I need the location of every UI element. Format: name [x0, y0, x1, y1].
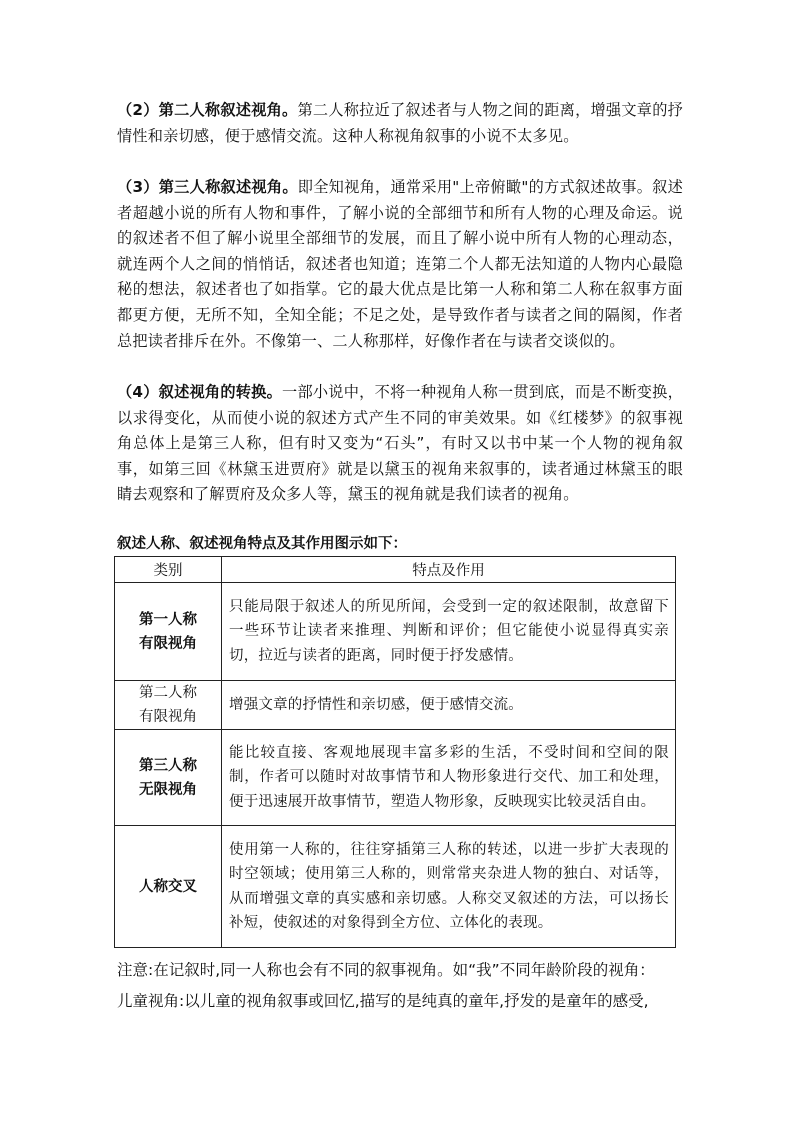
table-caption: 叙述人称、叙述视角特点及其作用图示如下：	[117, 536, 407, 552]
paragraph-heading: （2）第二人称叙述视角。	[117, 101, 298, 119]
row-features: 使用第一人称的，往往穿插第三人称的转述，以进一步扩大表现的时空领域；使用第三人称的，则常常夹杂进人物的独白、对话等，从而增强文章的真实感和亲切感。人称交叉叙述的方法，可以扬长补短，使叙述的对象得到全方位、立体化的表现。	[222, 826, 676, 948]
perspective-table	[114, 556, 676, 948]
category-line: 人称交叉	[139, 878, 197, 895]
table-row	[115, 826, 676, 948]
note-line: 注意:在记叙时,同一人称也会有不同的叙事视角。如“我”不同年龄阶段的视角：	[117, 961, 655, 979]
category-line: 无限视角	[139, 781, 197, 798]
row-features: 增强文章的抒情性和亲切感，便于感情交流。	[222, 681, 676, 730]
table-row	[115, 730, 676, 826]
row-features: 能比较直接、客观地展现丰富多彩的生活，不受时间和空间的限制，作者可以随时对故事情节和人物形象进行交代、加工和处理，便于迅速展开故事情节，塑造人物形象，反映现实比较灵活自由。	[222, 730, 676, 826]
paragraph-body: 一部小说中，不将一种视角人称一贯到底，而是不断变换，以求得变化，从而使小说的叙述方式产生不同的审美效果。如《红楼梦》的叙事视角总体上是第三人称，但有时又变为“石头”，有时又以书中某一个人物的视角叙事，如第三回《林黛玉进贾府》就是以黛玉的视角来叙事的，读者通过林黛玉的眼睛去观察和了解贾府及众多人等，黛玉的视角就是我们读者的视角。	[117, 383, 683, 504]
row-category	[115, 730, 222, 826]
category-line: 第一人称	[139, 611, 197, 628]
category-line: 有限视角	[139, 635, 197, 652]
category-line: 有限视角	[139, 709, 197, 725]
paragraph-body: 即全知视角，通常采用"上帝俯瞰"的方式叙述故事。叙述者超越小说的所有人物和事件，了解小说的全部细节和所有人物的心理及命运。说的叙述者不但了解小说里全部细节的发展，而且了解小说中所有人物的心理动态，就连两个人之间的悄悄话，叙述者也知道；连第二个人都无法知道的人物内心最隐秘的想法，叙述者也了如指掌。它的最大优点是比第一人称和第二人称在叙事方面都更方便，无所不知，全知全能；不足之处，是导致作者与读者之间的隔阂，作者总把读者排斥在外。不像第一、二人称那样，好像作者在与读者交谈似的。	[117, 178, 684, 350]
table-header-row	[115, 557, 676, 583]
paragraph-second-person	[117, 98, 683, 149]
paragraph-heading: （3）第三人称叙述视角。	[117, 178, 298, 196]
row-category	[115, 826, 222, 948]
table-row	[115, 681, 676, 730]
table-row	[115, 583, 676, 681]
category-line: 第三人称	[139, 757, 197, 774]
header-category: 类别	[115, 557, 222, 583]
row-category	[115, 583, 222, 681]
header-features: 特点及作用	[222, 557, 676, 583]
row-category	[115, 681, 222, 730]
paragraph-heading: （4）叙述视角的转换。	[117, 383, 283, 401]
paragraph-body: 第二人称拉近了叙述者与人物之间的距离，增强文章的抒情性和亲切感，便于感情交流。这种人称视角叙事的小说不太多见。	[117, 101, 684, 145]
note-line: 儿童视角:以儿童的视角叙事或回忆,描写的是纯真的童年,抒发的是童年的感受,	[117, 992, 649, 1010]
category-line: 第二人称	[139, 685, 197, 701]
paragraph-perspective-shift	[117, 380, 683, 508]
row-features: 只能局限于叙述人的所见所闻，会受到一定的叙述限制，故意留下一些环节让读者来推理、判断和评价；但它能使小说显得真实亲切，拉近与读者的距离，同时便于抒发感情。	[222, 583, 676, 681]
paragraph-third-person	[117, 175, 683, 354]
